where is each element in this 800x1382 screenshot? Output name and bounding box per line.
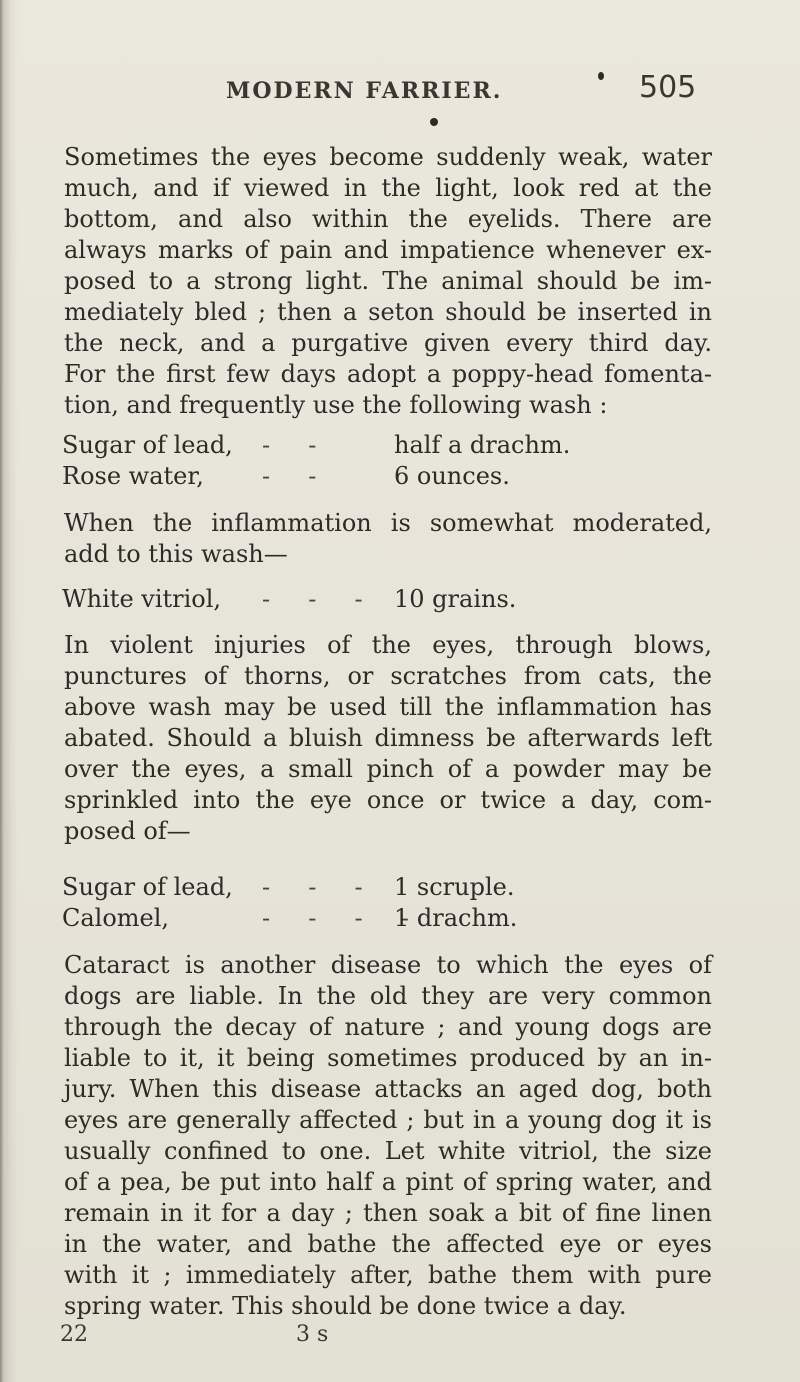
text-line: tion, and frequently use the following wash : xyxy=(64,391,608,419)
quantity: 6 ounces. xyxy=(394,462,510,490)
text-line: add to this wash— xyxy=(64,540,288,568)
text-line: punctures of thorns, or scratches from cats, the xyxy=(64,662,712,690)
recipe-row xyxy=(62,584,516,615)
text-line: over the eyes, a small pinch of a powder may be xyxy=(64,755,712,783)
recipe-3 xyxy=(62,872,517,934)
ingredient: Calomel, xyxy=(62,904,170,932)
ink-blot xyxy=(430,118,438,126)
quantity: 1 drachm. xyxy=(394,904,518,932)
leader-dashes: - - xyxy=(262,431,317,459)
text-line: Sometimes the eyes become suddenly weak, water xyxy=(64,143,712,171)
text-line: bottom, and also within the eyelids. There are xyxy=(64,205,712,233)
text-line: always marks of pain and impatience whenever ex- xyxy=(64,236,712,264)
text-line: usually confined to one. Let white vitriol, the size xyxy=(64,1137,712,1165)
ink-blot xyxy=(598,72,604,80)
leader-dashes: - - - xyxy=(262,585,363,613)
recipe-row xyxy=(62,461,570,492)
text-line: mediately bled ; then a seton should be inserted in xyxy=(64,298,712,326)
text-line: In violent injuries of the eyes, through blows, xyxy=(64,631,712,659)
ingredient: Sugar of lead, xyxy=(62,873,233,901)
recipe-row xyxy=(62,872,517,903)
recipe-1 xyxy=(62,430,570,492)
text-line: sprinkled into the eye once or twice a day, com- xyxy=(64,786,712,814)
text-line: liable to it, it being sometimes produced by an in- xyxy=(64,1044,712,1072)
leader-dashes: - - xyxy=(262,462,317,490)
recipe-2 xyxy=(62,584,516,615)
leader-dashes: - - - xyxy=(262,873,363,901)
text-line: with it ; immediately after, bathe them with pure xyxy=(64,1261,712,1289)
text-line: When the inflammation is somewhat moderated, xyxy=(64,509,712,537)
text-line: For the first few days adopt a poppy-head fomenta- xyxy=(64,360,712,388)
text-line: spring water. This should be done twice a day. xyxy=(64,1292,627,1320)
text-line: jury. When this disease attacks an aged dog, both xyxy=(64,1075,712,1103)
text-line: posed to a strong light. The animal should be im- xyxy=(64,267,712,295)
text-line: in the water, and bathe the affected eye or eyes xyxy=(64,1230,712,1258)
text-line: of a pea, be put into half a pint of spring water, and xyxy=(64,1168,712,1196)
signature-number: 22 xyxy=(60,1322,88,1347)
page-number: 505 xyxy=(639,70,697,105)
text-line: abated. Should a bluish dimness be afterwards left xyxy=(64,724,712,752)
text-line: much, and if viewed in the light, look red at the xyxy=(64,174,712,202)
recipe-row xyxy=(62,430,570,461)
paragraph-2 xyxy=(38,508,712,570)
ingredient: White vitriol, xyxy=(62,585,222,613)
text-line: through the decay of nature ; and young dogs are xyxy=(64,1013,712,1041)
leader-dashes: - - - - xyxy=(262,904,409,932)
text-line: posed of— xyxy=(64,817,191,845)
signature-mark: 3 s xyxy=(296,1322,329,1347)
quantity: 10 grains. xyxy=(394,585,517,613)
quantity: half a drachm. xyxy=(394,431,571,459)
quantity: 1 scruple. xyxy=(394,873,515,901)
text-line: eyes are generally affected ; but in a young dog it is xyxy=(64,1106,712,1134)
paragraph-1 xyxy=(38,142,712,421)
recipe-row xyxy=(62,903,517,934)
paragraph-3 xyxy=(38,630,712,847)
paragraph-4 xyxy=(38,950,712,1322)
ingredient: Sugar of lead, xyxy=(62,431,233,459)
text-line: the neck, and a purgative given every third day. xyxy=(64,329,712,357)
text-line: dogs are liable. In the old they are very common xyxy=(64,982,712,1010)
text-line: above wash may be used till the inflammation has xyxy=(64,693,712,721)
running-title: MODERN FARRIER. xyxy=(226,78,503,104)
text-line: remain in it for a day ; then soak a bit of fine linen xyxy=(64,1199,712,1227)
ingredient: Rose water, xyxy=(62,462,204,490)
page-gutter-shadow xyxy=(0,0,10,1382)
text-line: Cataract is another disease to which the eyes of xyxy=(64,951,712,979)
